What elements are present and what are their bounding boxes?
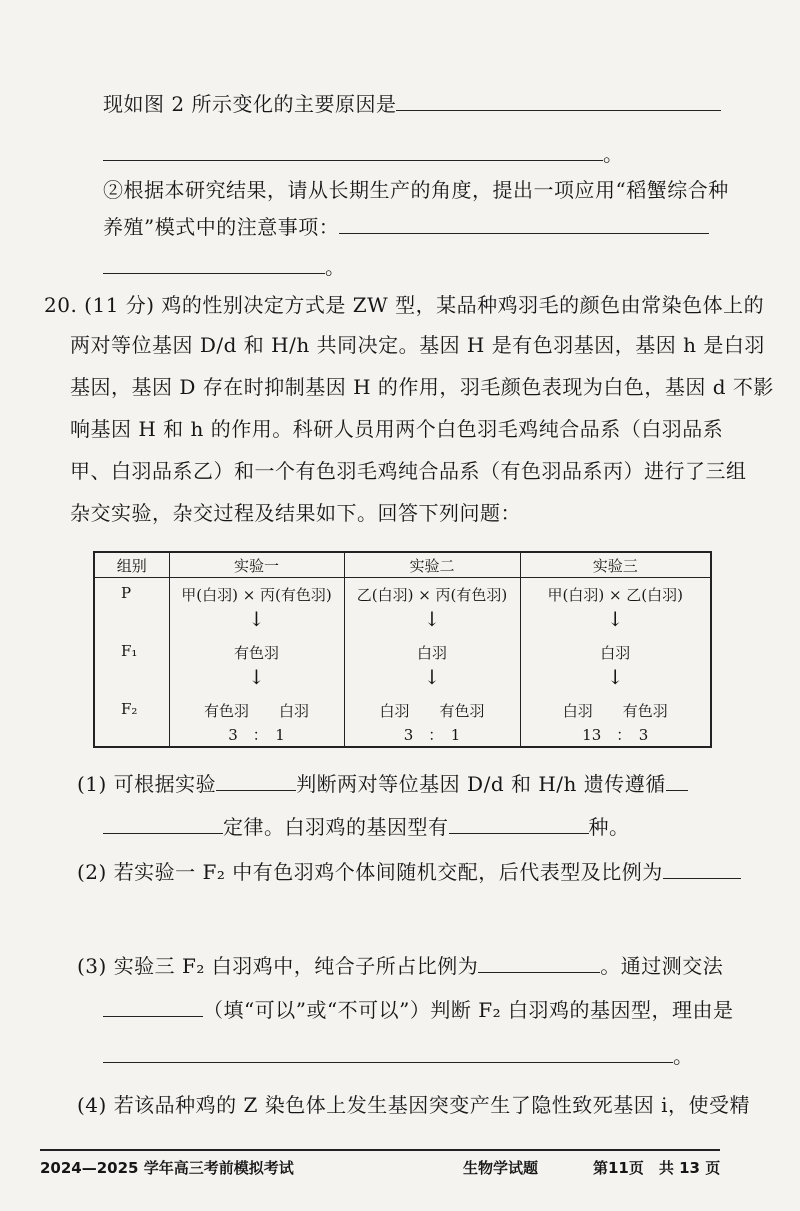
q20-intro-line-5: 甲、白羽品系乙）和一个有色羽毛鸡纯合品系（有色羽品系丙）进行了三组 [70, 459, 747, 483]
q20-intro-line-2: 两对等位基因 D/d 和 H/h 共同决定。基因 H 是有色羽基因，基因 h 是白羽 [70, 333, 765, 357]
exp3-ratio: 13 ： 3 [582, 726, 649, 744]
answer-blank [449, 811, 589, 834]
answer-blank [103, 138, 603, 161]
q20-intro-line-3: 基因，基因 D 存在时抑制基因 H 的作用，羽毛颜色表现为白色，基因 d 不影 [70, 375, 774, 399]
answer-blank [103, 994, 203, 1017]
header-exp3: 实验三 [520, 552, 711, 578]
prev-line-2 [103, 138, 624, 169]
q3-text-a: (3) 实验三 F₂ 白羽鸡中，纯合子所占比例为 [77, 954, 479, 978]
exp1-parents: 甲(白羽) × 丙(有色羽) [181, 586, 332, 604]
down-arrow-icon: ↓ [606, 665, 624, 689]
q1-text-b: 判断两对等位基因 D/d 和 H/h 遗传遵循 [296, 772, 666, 796]
q2-text: (2) 若实验一 F₂ 中有色羽鸡个体间随机交配，后代表型及比例为 [77, 860, 663, 884]
down-arrow-icon: ↓ [423, 607, 441, 631]
exp2-f2: 白羽 有色羽 [379, 702, 485, 720]
footer-subject: 生物学试题 [463, 1159, 539, 1177]
q1-text-c: 定律。白羽鸡的基因型有 [223, 815, 449, 839]
header-group: 组别 [94, 552, 169, 578]
exp1-f2: 有色羽 白羽 [203, 702, 309, 720]
q3-line-3 [103, 1040, 694, 1071]
table-body-row [94, 578, 711, 748]
down-arrow-icon: ↓ [248, 607, 265, 631]
answer-blank [663, 856, 741, 879]
end-mark: 。 [603, 142, 624, 166]
end-mark: 。 [673, 1044, 694, 1068]
q3-text-b: 。通过测交法 [600, 954, 724, 978]
footer-page-number: 第11页 共 13 页 [593, 1159, 721, 1177]
q20-intro-line-1: 20. (11 分) 鸡的性别决定方式是 ZW 型，某品种鸡羽毛的颜色由常染色体上的 [44, 293, 765, 317]
label-f1: F₁ [121, 642, 138, 660]
exp2-parents: 乙(白羽) × 丙(有色羽) [356, 586, 508, 604]
prev-line-1 [103, 88, 721, 119]
q1-line-1 [77, 768, 688, 799]
q20-intro-line-6: 杂交实验，杂交过程及结果如下。回答下列问题： [70, 501, 521, 525]
end-mark: 。 [325, 255, 346, 279]
answer-blank [103, 251, 325, 274]
q4-line-1: (4) 若该品种鸡的 Z 染色体上发生基因突变产生了隐性致死基因 i，使受精 [77, 1093, 751, 1117]
experiment-table [93, 551, 712, 748]
answer-blank [103, 1040, 673, 1063]
q1-text-d: 种。 [588, 815, 630, 839]
q3-line-1 [77, 950, 723, 981]
header-exp1: 实验一 [169, 552, 344, 578]
label-p: P [121, 584, 132, 602]
prev-q2-line-1: ②根据本研究结果，请从长期生产的角度，提出一项应用“稻蟹综合种 [103, 178, 729, 202]
exp2-cell [344, 578, 520, 748]
exp1-cell [169, 578, 344, 748]
exp3-parents: 甲(白羽) × 乙(白羽) [547, 586, 683, 604]
down-arrow-icon: ↓ [423, 665, 441, 689]
q2-line-2 [103, 900, 713, 931]
header-exp2: 实验二 [344, 552, 520, 578]
footer-divider [40, 1149, 720, 1151]
table-header-row [94, 552, 711, 578]
q20-intro-line-4: 响基因 H 和 h 的作用。科研人员用两个白色羽毛鸡纯合品系（白羽品系 [70, 417, 724, 441]
exp3-f1: 白羽 [600, 644, 631, 662]
down-arrow-icon: ↓ [248, 665, 265, 689]
row-labels-cell [94, 578, 169, 748]
q3-line-2 [103, 994, 734, 1025]
prev-text: 现如图 2 所示变化的主要原因是 [103, 92, 397, 116]
answer-blank [216, 768, 296, 791]
exp1-f1: 有色羽 [233, 644, 279, 662]
answer-blank [103, 811, 223, 834]
answer-blank [396, 88, 721, 111]
q3-text-c: （填“可以”或“不可以”）判断 F₂ 白羽鸡的基因型，理由是 [203, 998, 734, 1022]
exp2-ratio: 3 ： 1 [403, 726, 461, 744]
exp3-cell [520, 578, 711, 748]
answer-space [103, 900, 713, 923]
answer-blank [478, 950, 600, 973]
answer-blank [339, 211, 709, 234]
prev-q2-text: 养殖”模式中的注意事项： [103, 215, 340, 239]
q1-line-2 [103, 811, 630, 842]
answer-blank [666, 768, 688, 791]
prev-q2-line-3 [103, 251, 346, 282]
exp3-f2: 白羽 有色羽 [562, 702, 668, 720]
exp1-ratio: 3 ： 1 [228, 726, 285, 744]
exp2-f1: 白羽 [416, 644, 447, 662]
label-f2: F₂ [121, 700, 138, 718]
footer-exam-title: 2024—2025 学年高三考前模拟考试 [40, 1159, 294, 1177]
down-arrow-icon: ↓ [606, 607, 624, 631]
q1-text-a: (1) 可根据实验 [77, 772, 217, 796]
q2-line-1 [77, 856, 741, 887]
prev-q2-line-2 [103, 211, 709, 242]
